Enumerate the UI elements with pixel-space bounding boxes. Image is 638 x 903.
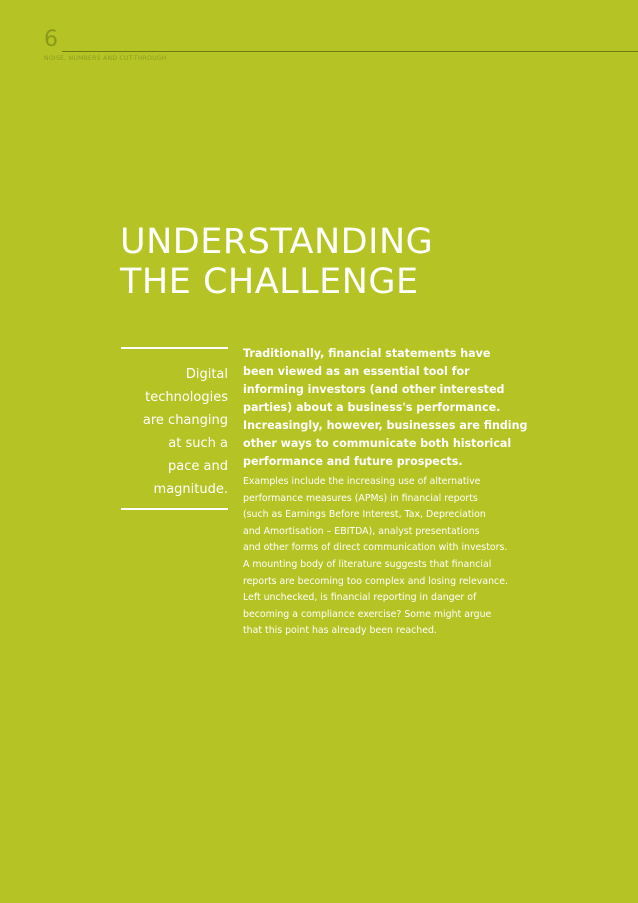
pull-quote-line: are changing — [142, 413, 228, 428]
pull-quote-line: at such a — [168, 436, 228, 451]
pull-quote-rule-bottom — [121, 508, 228, 510]
pull-quote-line: magnitude. — [153, 482, 228, 497]
body-line: becoming a compliance exercise? Some might argue — [243, 608, 492, 620]
title-line: THE CHALLENGE — [120, 262, 419, 302]
pull-quote-line: pace and — [168, 459, 228, 474]
pull-quote — [121, 363, 228, 501]
lead-line: parties) about a business's performance. — [243, 401, 501, 414]
lead-paragraph — [243, 345, 543, 471]
body-line: (such as Earnings Before Interest, Tax, Depreciation — [243, 509, 486, 521]
body-line: performance measures (APMs) in financial reports — [243, 492, 478, 504]
pull-quote-line: technologies — [145, 390, 228, 405]
page-number: 6 — [44, 27, 58, 52]
body-line: that this point has already been reached. — [243, 625, 437, 637]
title-line: UNDERSTANDING — [120, 222, 434, 262]
pull-quote-line: Digital — [185, 367, 228, 382]
body-line: and other forms of direct communication with investors. — [243, 542, 508, 554]
body-line: and Amortisation – EBITDA), analyst presentations — [243, 525, 480, 537]
header-rule — [62, 51, 638, 52]
running-head: NOISE, NUMBERS AND CUT-THROUGH — [44, 55, 167, 62]
page-title — [120, 222, 540, 302]
lead-line: been viewed as an essential tool for — [243, 365, 470, 378]
lead-line: Increasingly, however, businesses are finding — [243, 419, 528, 432]
body-line: Examples include the increasing use of alternative — [243, 476, 481, 487]
lead-line: performance and future prospects. — [243, 455, 463, 468]
body-line: reports are becoming too complex and losing relevance. — [243, 575, 508, 587]
pull-quote-rule-top — [121, 347, 228, 349]
lead-line: other ways to communicate both historical — [243, 437, 512, 450]
body-line: Left unchecked, is financial reporting in danger of — [243, 592, 477, 604]
lead-line: informing investors (and other interested — [243, 383, 505, 396]
body-line: A mounting body of literature suggests that financial — [243, 558, 492, 570]
lead-line: Traditionally, financial statements have — [243, 347, 491, 360]
body-paragraph — [243, 474, 543, 640]
